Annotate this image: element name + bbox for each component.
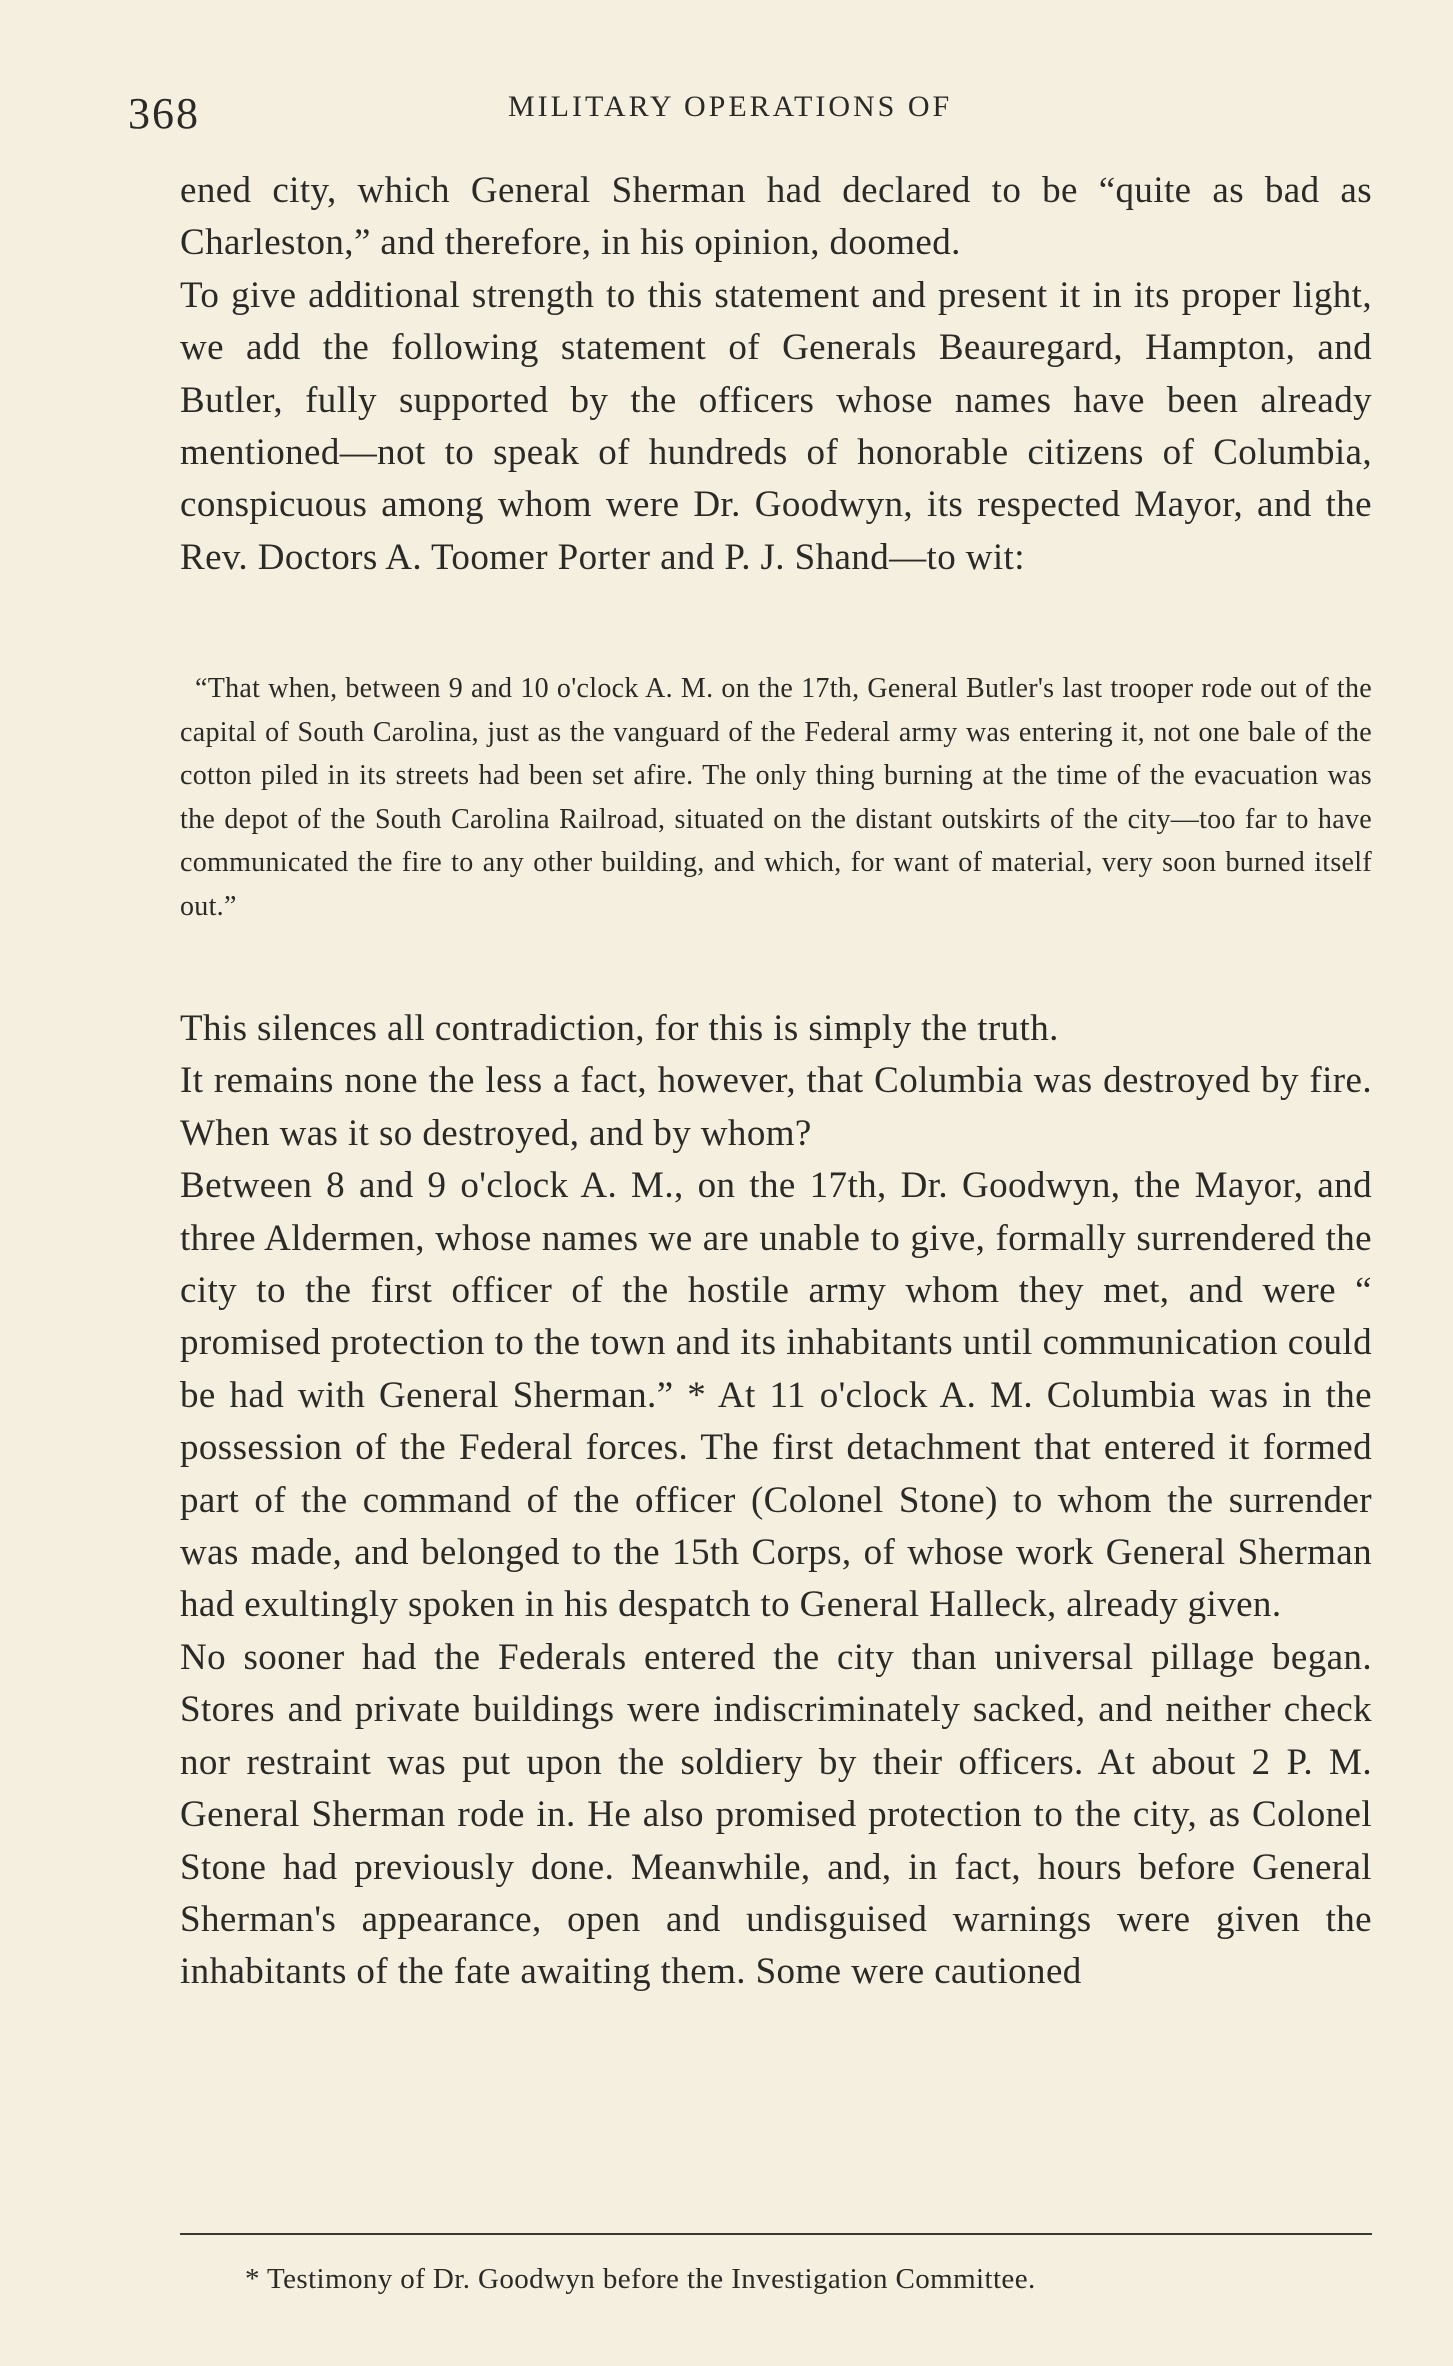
footnote-rule — [180, 2233, 1372, 2235]
paragraph: Between 8 and 9 o'clock A. M., on the 17th, Dr. Goodwyn, the Mayor, and three Aldermen, whose names we are unable to give, formally surrendered the city to the first officer of the hostile army whom they met, and were “ promised protection to the town and its inhabitants until communication could be had with General Sherman.” * At 11 o'clock A. M. Columbia was in the possession of the Federal forces. The first detachment that entered it formed part of the command of the officer (Colonel Stone) to whom the surrender was made, and belonged to the 15th Corps, of whose work General Sherman had exultingly spoken in his despatch to General Halleck, already given. — [180, 1165, 1372, 1626]
block-quote — [180, 667, 1372, 928]
page-number: 368 — [128, 89, 200, 138]
body-text-bottom — [180, 1003, 1372, 1999]
body-text-top — [180, 165, 1372, 584]
paragraph-continuation: ened city, which General Sherman had declared to be “quite as bad as Charleston,” and therefore, in his opinion, doomed. — [180, 170, 1372, 264]
footnote: * Testimony of Dr. Goodwyn before the Investigation Committee. — [245, 2263, 1036, 2295]
paragraph: This silences all contradiction, for this is simply the truth. — [180, 1008, 1059, 1049]
running-head — [128, 80, 1353, 136]
paragraph: It remains none the less a fact, however, that Columbia was destroyed by fire. When was it so destroyed, and by whom? — [180, 1060, 1372, 1154]
quote-text: “That when, between 9 and 10 o'clock A. M. on the 17th, General Butler's last trooper rode out of the capital of South Carolina, just as the vanguard of the Federal army was entering it, not one bale of the cotton piled in its streets had been set afire. The only thing burning at the time of the evacuation was the depot of the South Carolina Railroad, situated on the distant outskirts of the city—too far to have communicated the fire to any other building, and which, for want of material, very soon burned itself out.” — [180, 673, 1372, 922]
running-head-title: MILITARY OPERATIONS OF — [508, 90, 953, 123]
paragraph: To give additional strength to this statement and present it in its proper light, we add the following statement of Generals Beauregard, Hampton, and Butler, fully supported by the officers whose names have been already mentioned—not to speak of hundreds of honorable citizens of Columbia, conspicuous among whom were Dr. Goodwyn, its respected Mayor, and the Rev. Doctors A. Toomer Porter and P. J. Shand—to wit: — [180, 274, 1372, 578]
paragraph: No sooner had the Federals entered the city than universal pillage began. Stores and private buildings were indiscriminately sacked, and neither check nor restraint was put upon the soldiery by their officers. At about 2 P. M. General Sherman rode in. He also promised protection to the city, as Colonel Stone had previously done. Meanwhile, and, in fact, hours before General Sherman's appearance, open and undisguised warnings were given the inhabitants of the fate awaiting them. Some were cautioned — [180, 1636, 1372, 1993]
